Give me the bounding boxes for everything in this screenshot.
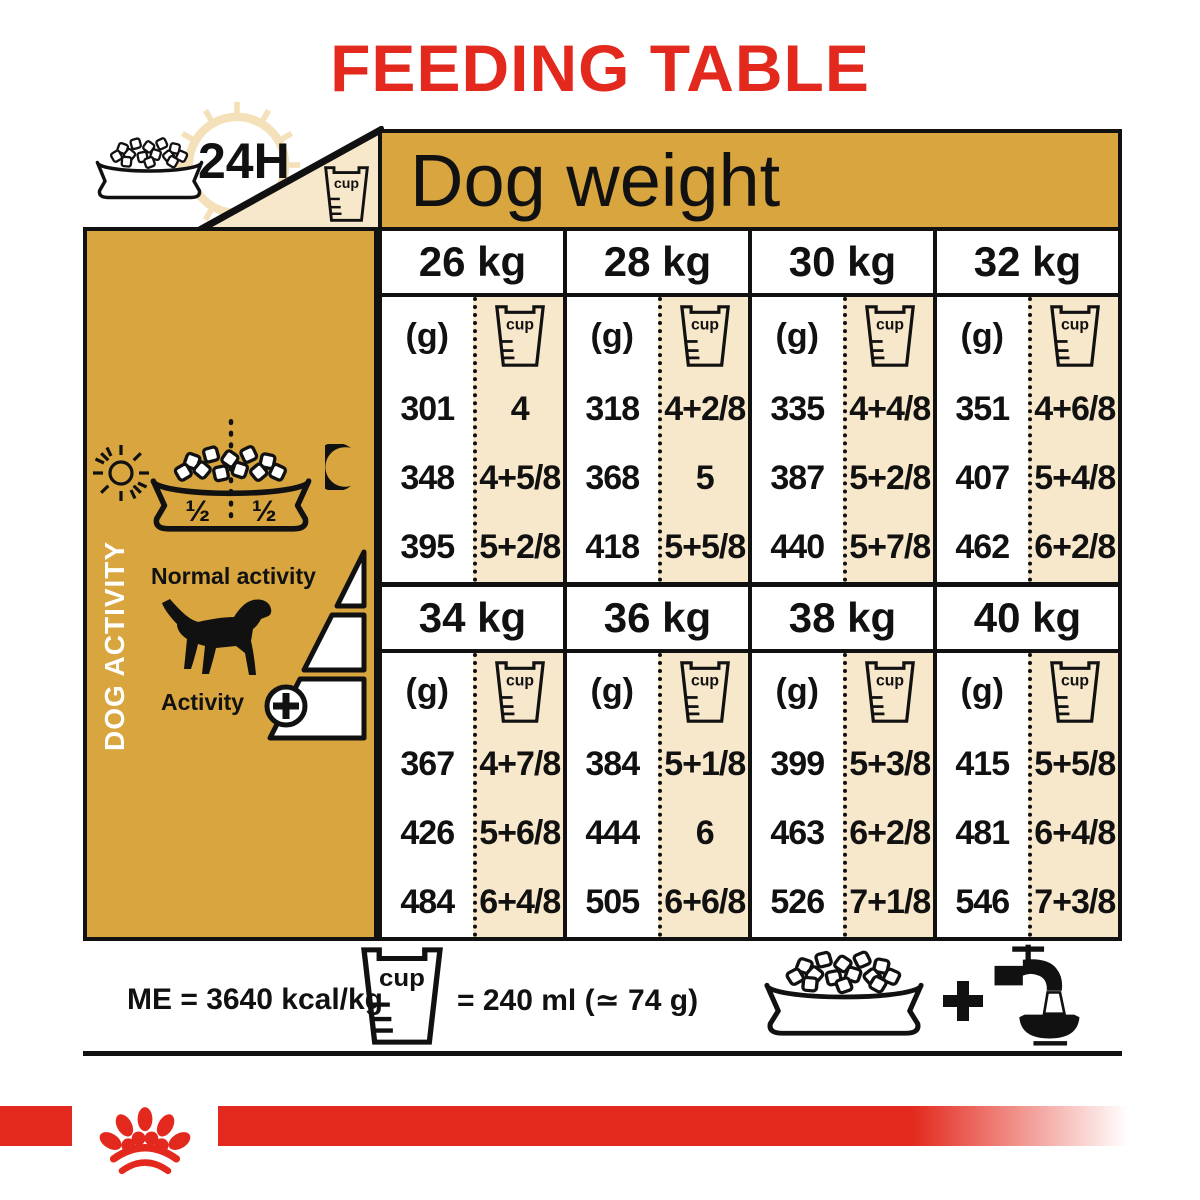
cups-value: 5+5/8 bbox=[1034, 745, 1116, 784]
weight-section-bottom bbox=[382, 587, 1118, 938]
moon-icon bbox=[325, 444, 361, 490]
grams-value: 395 bbox=[400, 527, 455, 566]
cup-equivalence-label: = 240 ml (≃ 74 g) bbox=[457, 984, 699, 1017]
page-title: FEEDING TABLE bbox=[330, 31, 870, 105]
weight-column-34kg bbox=[382, 587, 567, 938]
grams-value: 407 bbox=[955, 458, 1010, 497]
grams-unit-label: (g) bbox=[960, 316, 1004, 355]
weight-header: 32 kg bbox=[937, 231, 1118, 297]
royal-canin-logo bbox=[72, 1082, 218, 1184]
cups-value: 4+6/8 bbox=[1034, 389, 1116, 428]
grams-value: 399 bbox=[770, 745, 825, 784]
grams-value: 301 bbox=[400, 389, 455, 428]
weight-header: 36 kg bbox=[567, 587, 748, 653]
weight-column-38kg bbox=[752, 587, 937, 938]
grams-unit-label: (g) bbox=[775, 672, 819, 710]
cups-value: 5+2/8 bbox=[849, 458, 931, 497]
cups-value: 6+6/8 bbox=[664, 883, 746, 922]
grams-value: 318 bbox=[585, 389, 640, 428]
dog-activity-sidebar bbox=[83, 227, 378, 941]
half-right-label: ½ bbox=[251, 495, 277, 529]
cups-value: 6+4/8 bbox=[479, 883, 561, 922]
measuring-cup-icon bbox=[495, 305, 545, 367]
legend-footer bbox=[83, 941, 1122, 1056]
measuring-cup-icon bbox=[1050, 305, 1100, 367]
measuring-cup-icon bbox=[865, 305, 915, 367]
cups-value: 6 bbox=[695, 814, 714, 853]
grams-value: 387 bbox=[770, 458, 825, 497]
food-bowl-icon bbox=[92, 136, 207, 206]
weight-header: 28 kg bbox=[567, 231, 748, 297]
24h-label: 24H bbox=[198, 133, 290, 189]
cups-value: 5+4/8 bbox=[1034, 458, 1116, 497]
grams-value: 335 bbox=[770, 389, 825, 428]
grams-unit-label: (g) bbox=[590, 672, 634, 710]
water-tap-icon bbox=[991, 943, 1083, 1049]
measuring-cup-icon bbox=[495, 661, 545, 723]
weight-column-28kg bbox=[567, 231, 752, 582]
cups-value: 4 bbox=[510, 389, 529, 428]
weight-header: 40 kg bbox=[937, 587, 1118, 653]
cup-icon-label: cup bbox=[505, 672, 534, 690]
cup-icon-label: cup bbox=[333, 175, 360, 192]
grams-value: 367 bbox=[400, 745, 455, 784]
grams-unit-label: (g) bbox=[590, 316, 634, 355]
cup-icon-label: cup bbox=[379, 964, 425, 992]
normal-activity-label: Normal activity bbox=[151, 563, 316, 589]
grams-value: 351 bbox=[955, 389, 1010, 428]
weight-header: 38 kg bbox=[752, 587, 933, 653]
weight-header: 30 kg bbox=[752, 231, 933, 297]
measuring-cup-icon bbox=[361, 947, 443, 1045]
weight-column-26kg bbox=[382, 231, 567, 582]
half-portions-bowl-icon bbox=[141, 419, 321, 541]
cups-value: 5+6/8 bbox=[479, 814, 561, 853]
grams-value: 418 bbox=[585, 527, 640, 566]
cups-value: 6+2/8 bbox=[849, 814, 931, 853]
grams-value: 444 bbox=[585, 814, 640, 853]
cup-icon-label: cup bbox=[505, 316, 534, 334]
measuring-cup-icon bbox=[1050, 661, 1100, 723]
cup-icon-label: cup bbox=[1060, 316, 1089, 334]
cups-value: 5+5/8 bbox=[664, 527, 746, 566]
cups-value: 5 bbox=[695, 458, 714, 497]
cup-icon-label: cup bbox=[1060, 672, 1089, 690]
grams-value: 368 bbox=[585, 458, 640, 497]
dog-weight-header bbox=[378, 129, 1122, 231]
half-left-label: ½ bbox=[185, 495, 211, 529]
cup-icon-label: cup bbox=[875, 316, 904, 334]
measuring-cup-icon bbox=[680, 661, 730, 723]
dog-activity-vertical-label: DOG ACTIVITY bbox=[99, 540, 130, 751]
cups-value: 7+1/8 bbox=[849, 883, 931, 922]
grams-value: 463 bbox=[770, 814, 825, 853]
feeding-table bbox=[378, 227, 1122, 941]
grams-value: 440 bbox=[770, 527, 825, 566]
cups-value: 6+2/8 bbox=[1034, 527, 1116, 566]
cup-icon-label: cup bbox=[690, 672, 719, 690]
cup-icon-label: cup bbox=[690, 316, 719, 334]
cups-value: 5+3/8 bbox=[849, 745, 931, 784]
grams-value: 505 bbox=[585, 883, 640, 922]
grams-value: 484 bbox=[400, 883, 455, 922]
grams-unit-label: (g) bbox=[405, 672, 449, 710]
weight-column-40kg bbox=[937, 587, 1118, 938]
cup-icon-label: cup bbox=[875, 672, 904, 690]
cups-value: 7+3/8 bbox=[1034, 883, 1116, 922]
grams-value: 415 bbox=[955, 745, 1010, 784]
measuring-cup-icon bbox=[324, 166, 369, 222]
grams-value: 481 bbox=[955, 814, 1010, 853]
plus-icon bbox=[263, 683, 309, 729]
weight-section-top bbox=[382, 231, 1118, 587]
activity-label: Activity bbox=[161, 689, 245, 715]
cups-value: 6+4/8 bbox=[1034, 814, 1116, 853]
weight-header: 26 kg bbox=[382, 231, 563, 297]
grams-value: 546 bbox=[955, 883, 1010, 922]
grams-value: 462 bbox=[955, 527, 1010, 566]
plus-icon bbox=[941, 979, 985, 1023]
weight-column-30kg bbox=[752, 231, 937, 582]
weight-column-32kg bbox=[937, 231, 1118, 582]
crown-paw-icon bbox=[84, 1085, 206, 1181]
dog-weight-label: Dog weight bbox=[410, 138, 781, 222]
grams-unit-label: (g) bbox=[405, 316, 449, 355]
grams-value: 348 bbox=[400, 458, 455, 497]
weight-column-36kg bbox=[567, 587, 752, 938]
metabolizable-energy-label: ME = 3640 kcal/kg bbox=[127, 983, 383, 1016]
cups-value: 5+1/8 bbox=[664, 745, 746, 784]
grams-unit-label: (g) bbox=[775, 316, 819, 355]
cups-value: 4+2/8 bbox=[664, 389, 746, 428]
grams-value: 426 bbox=[400, 814, 455, 853]
weight-header: 34 kg bbox=[382, 587, 563, 653]
grams-unit-label: (g) bbox=[960, 672, 1004, 710]
cups-value: 4+5/8 bbox=[479, 458, 561, 497]
cups-value: 5+2/8 bbox=[479, 527, 561, 566]
grams-value: 526 bbox=[770, 883, 825, 922]
cups-value: 5+7/8 bbox=[849, 527, 931, 566]
grams-value: 384 bbox=[585, 745, 640, 784]
measuring-cup-icon bbox=[680, 305, 730, 367]
measuring-cup-icon bbox=[865, 661, 915, 723]
food-bowl-icon bbox=[759, 949, 929, 1045]
cups-value: 4+7/8 bbox=[479, 745, 561, 784]
cups-value: 4+4/8 bbox=[849, 389, 931, 428]
